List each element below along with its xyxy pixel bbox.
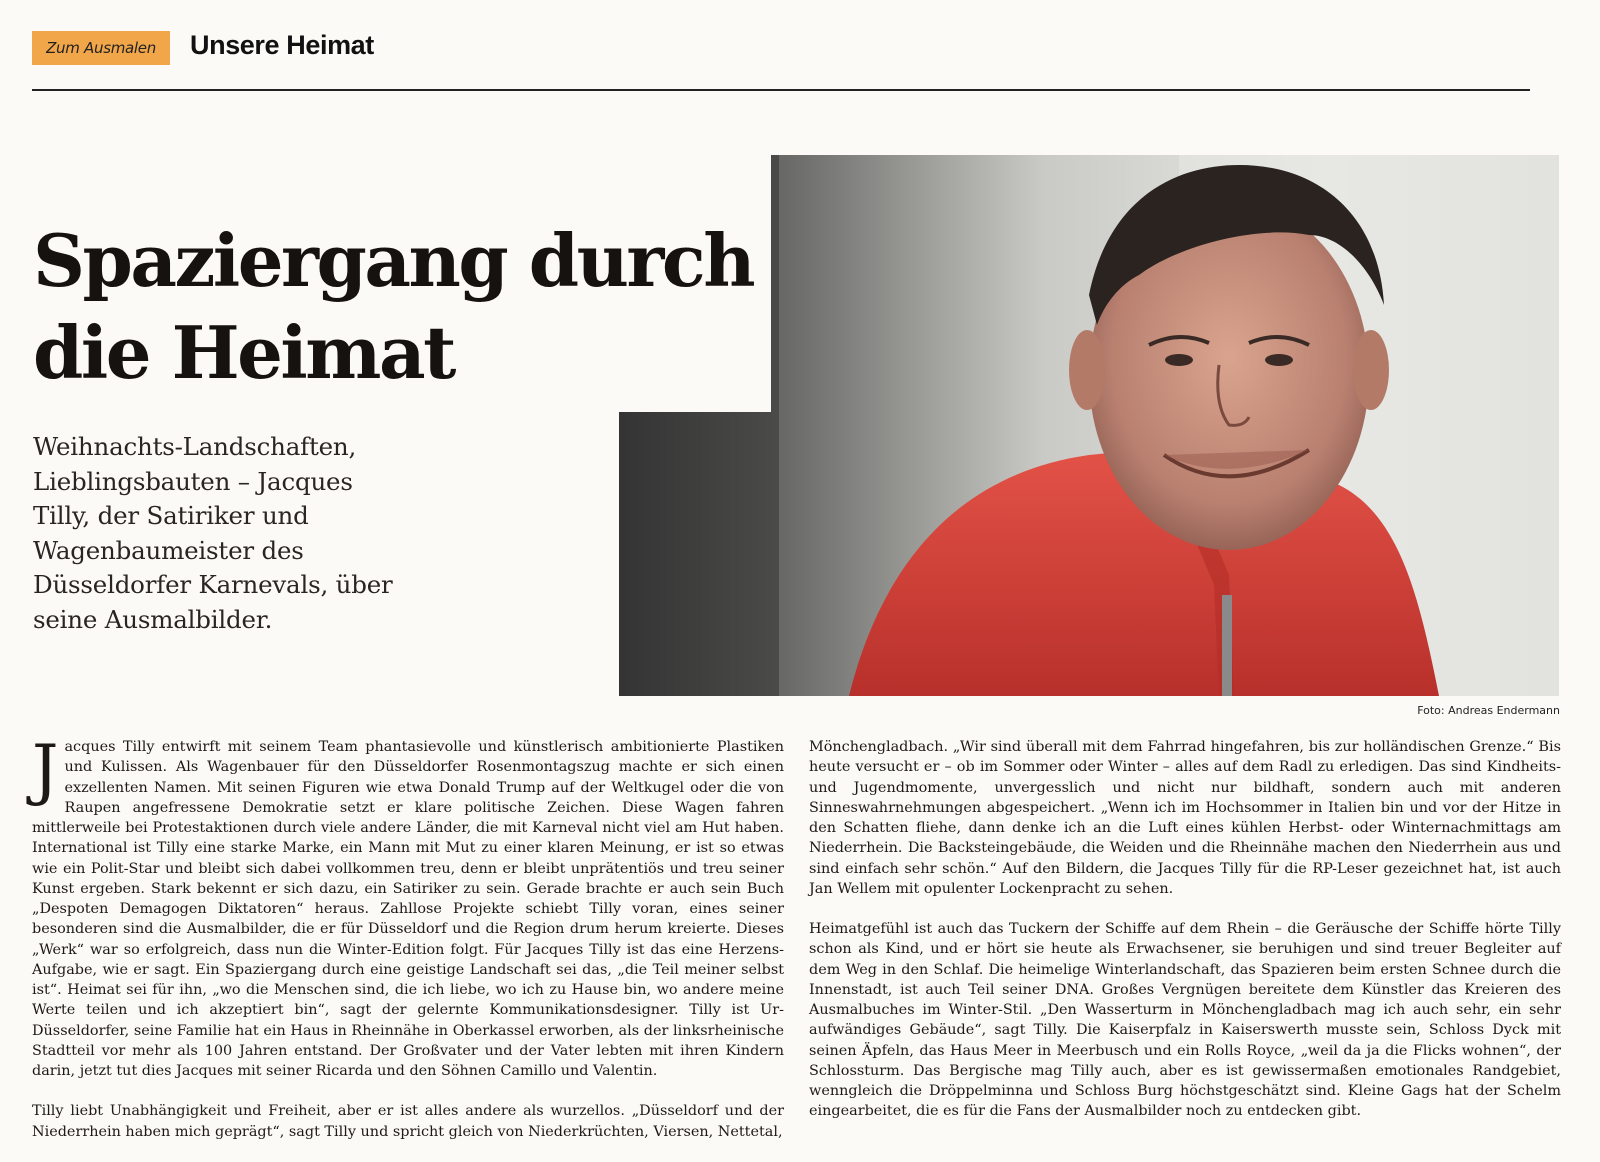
article-column-right [809, 737, 1561, 1142]
headline: Spaziergang durch die Heimat [33, 218, 754, 395]
header-rule [32, 89, 1530, 91]
photo-credit: Foto: Andreas Endermann [1417, 704, 1560, 717]
body-text: acques Tilly entwirft mit seinem Team phantasievolle und künstlerisch ambitionierte Plastiken und Kulissen. Als Wagenbauer für den Düsseldorfer Rosenmontagszug machte er sich einen exzellenten Namen. Mit seinen Figuren wie etwa Donald Trump auf der Weltkugel oder die von Raupen angefressene Demokratie setzt er klare politische Zeichen. Diese Wagen fahren mittlerweile bei Protestaktionen durch viele andere Länder, die mit Karneval nicht viel am Hut haben. International ist Tilly eine starke Marke, ein Mann mit Mut zu einer klaren Meinung, er ist so etwas wie ein Polit-Star und bleibt sich dabei vollkommen treu, denn er bleibt unprätentiös und treu seiner Kunst ergeben. Stark bekennt er sich dazu, ein Satiriker zu sein. Gerade brachte er auch sein Buch „Despoten Demagogen Diktatoren“ heraus. Zahllose Projekte schiebt Tilly voran, eines seiner besonderen sind die Ausmalbilder, die er für Düsseldorf und die Region drum herum kreierte. Dieses „Werk“ war so erfolgreich, dass nun die Winter-Edition folgt. Für Jacques Tilly ist das eine Herzens-Aufgabe, wie er sagt. Ein Spaziergang durch eine geistige Landschaft sei das, „die Teil meiner selbst ist“. Heimat sei für ihn, „wo die Menschen sind, die ich liebe, wo ich zu Hause bin, wo andere meine Werte teilen und ich akzeptiert bin“, sagt der gelernte Kommunikationsdesigner. Tilly ist Ur-Düsseldorfer, seine Familie hat ein Haus in Rheinnähe in Oberkassel erworben, als der linksrheinische Stadtteil vor mehr als 100 Jahren entstand. Der Großvater und der Vater lebten mit ihren Kindern darin, jetzt tut dies Jacques mit seiner Ricarda und den Söhnen Camillo und Valentin. [32, 739, 784, 1079]
section-kicker: Zum Ausmalen [32, 31, 170, 65]
body-paragraph: Mönchengladbach. „Wir sind überall mit dem Fahrrad hingefahren, bis zur holländischen Grenze.“ Bis heute versucht er – ob im Sommer oder Winter – alles auf dem Radl zu erledigen. Das sind Kindheits- und Jugendmomente, unvergesslich und nicht nur bildhaft, sondern auch mit anderen Sinneswahrnehmungen abgespeichert. „Wenn ich im Hochsommer in Italien bin und vor der Hitze in den Schatten fliehe, dann denke ich an die Luft eines kühlen Herbst- oder Winternachmittags am Niederrhein. Die Backsteingebäude, die Weiden und die Rheinnähe machen den Niederrhein aus und sind einfach sehr schön.“ Auf den Bildern, die Jacques Tilly für die RP-Leser gezeichnet hat, ist auch Jan Wellem mit opulenter Lockenpracht zu sehen. [809, 739, 1561, 897]
drop-cap: J [32, 731, 59, 808]
body-paragraph: Tilly liebt Unabhängigkeit und Freiheit, aber er ist alles andere als wurzellos. „Düsseldorf und der Niederrhein haben mich geprägt“, sagt Tilly und spricht gleich von Niederkrüchten, Viersen, Nettetal, [32, 1103, 784, 1140]
section-title: Unsere Heimat [190, 30, 374, 60]
body-paragraph [32, 731, 784, 1081]
article-column-left [32, 731, 784, 1162]
standfirst: Weihnachts-Landschaften, Lieblingsbauten – Jacques Tilly, der Satiriker und Wagenbaumeister des Düsseldorfer Karnevals, über seine Ausmalbilder. [33, 432, 393, 634]
body-paragraph: Heimatgefühl ist auch das Tuckern der Schiffe auf dem Rhein – die Geräusche der Schiffe hörte Tilly schon als Kind, und er hört sie heute als Erwachsener, sie beruhigen und sind treuer Begleiter auf dem Weg in den Schlaf. Die heimelige Winterlandschaft, das Spazieren beim ersten Schnee durch die Innenstadt, ist auch Teil seiner DNA. Großes Vergnügen bereitete dem Künstler das Kreieren des Ausmalbuches im Winter-Stil. „Den Wasserturm in Mönchengladbach mag ich auch sehr, ein sehr aufwändiges Gebäude“, sagt Tilly. Die Kaiserpfalz in Kaiserswerth musste sein, Schloss Dyck mit seinen Äpfeln, das Haus Meer in Meerbusch und ein Rolls Royce, „weil da ja die Flicks wohnen“, der Schlossturm. Das Bergische mag Tilly auch, aber es ist gewissermaßen emotionales Randgebiet, wenngleich die Dröppelminna und Schloss Burg höchstgeschätzt sind. Kleine Gags hat der Schelm eingearbeitet, die es für die Fans der Ausmalbilder noch zu entdecken gibt. [809, 921, 1561, 1120]
